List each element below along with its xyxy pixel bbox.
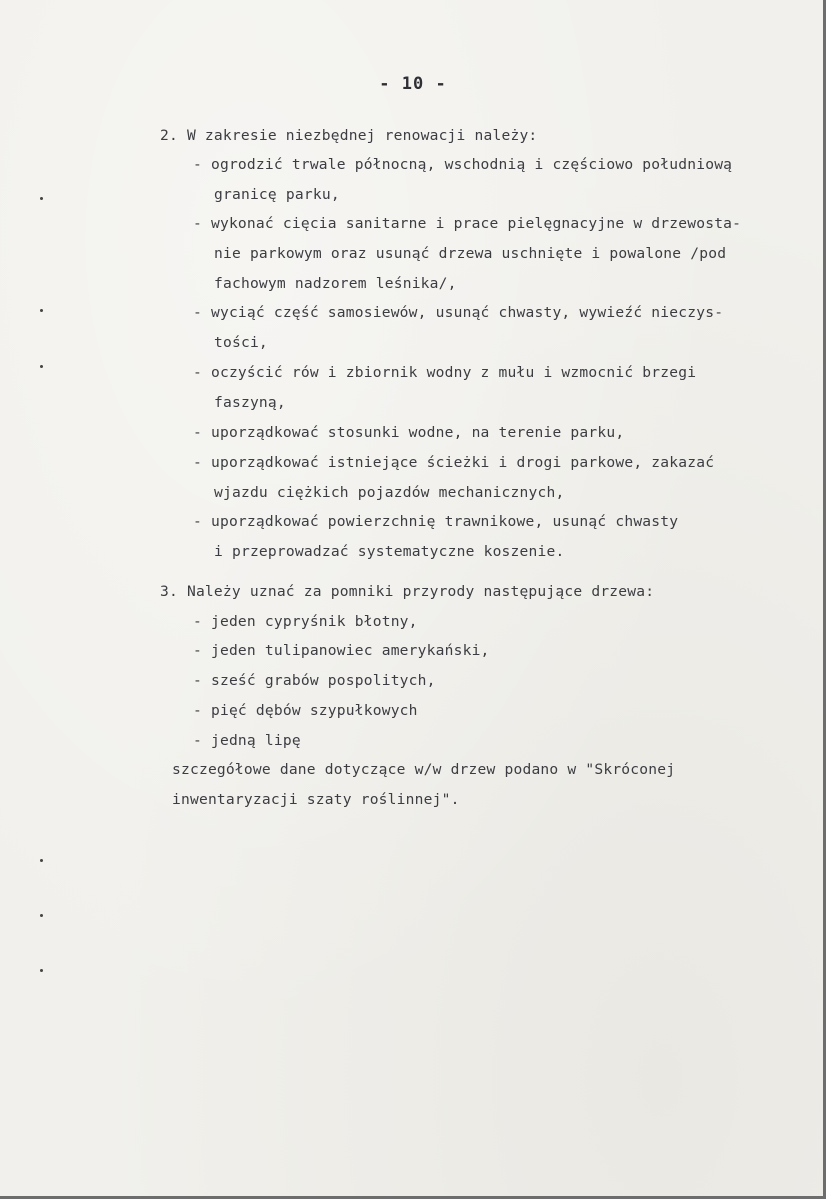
section-2-item-7-line-1: - uporządkować powierzchnię trawnikowe, usunąć chwasty (193, 513, 679, 530)
section-2-item-6-line-2: wjazdu ciężkich pojazdów mechanicznych, (214, 484, 565, 501)
section-2-heading: 2. W zakresie niezbędnej renowacji należy: (160, 127, 538, 144)
section-2-item-1-line-1: - ogrodzić trwale północną, wschodnią i częściowo południową (193, 156, 733, 173)
section-3-item-3: - sześć grabów pospolitych, (193, 672, 436, 689)
section-2-item-7-line-2: i przeprowadzać systematyczne koszenie. (214, 543, 565, 560)
section-2-item-3-line-2: tości, (214, 334, 268, 351)
margin-dot-mark (40, 197, 43, 200)
section-2-item-1-line-2: granicę parku, (214, 186, 340, 203)
page-number: - 10 - (379, 74, 447, 94)
section-2-item-6-line-1: - uporządkować istniejące ścieżki i drogi parkowe, zakazać (193, 454, 715, 471)
section-2-item-4-line-1: - oczyścić rów i zbiornik wodny z mułu i wzmocnić brzegi (193, 364, 697, 381)
section-2-item-5-line-1: - uporządkować stosunki wodne, na terenie parku, (193, 424, 625, 441)
margin-dot-mark (40, 309, 43, 312)
section-3-heading: 3. Należy uznać za pomniki przyrody następujące drzewa: (160, 583, 655, 600)
margin-dot-mark (40, 969, 43, 972)
section-2-item-3-line-1: - wyciąć część samosiewów, usunąć chwasty, wywieźć nieczys- (193, 304, 724, 321)
section-3-note-line-2: inwentaryzacji szaty roślinnej". (172, 791, 460, 808)
section-3-item-1: - jeden cypryśnik błotny, (193, 613, 418, 630)
section-2-item-2-line-2: nie parkowym oraz usunąć drzewa uschnięte i powalone /pod (214, 245, 727, 262)
section-2-item-2-line-1: - wykonać cięcia sanitarne i prace pielęgnacyjne w drzewosta- (193, 215, 742, 232)
section-3-item-4: - pięć dębów szypułkowych (193, 702, 418, 719)
section-2-item-2-line-3: fachowym nadzorem leśnika/, (214, 275, 457, 292)
margin-dot-mark (40, 365, 43, 368)
section-2-item-4-line-2: faszyną, (214, 394, 286, 411)
margin-dot-mark (40, 914, 43, 917)
margin-dot-mark (40, 859, 43, 862)
section-3-item-5: - jedną lipę (193, 732, 301, 749)
section-3-note-line-1: szczegółowe dane dotyczące w/w drzew podano w "Skróconej (172, 761, 676, 778)
section-3-item-2: - jeden tulipanowiec amerykański, (193, 642, 490, 659)
